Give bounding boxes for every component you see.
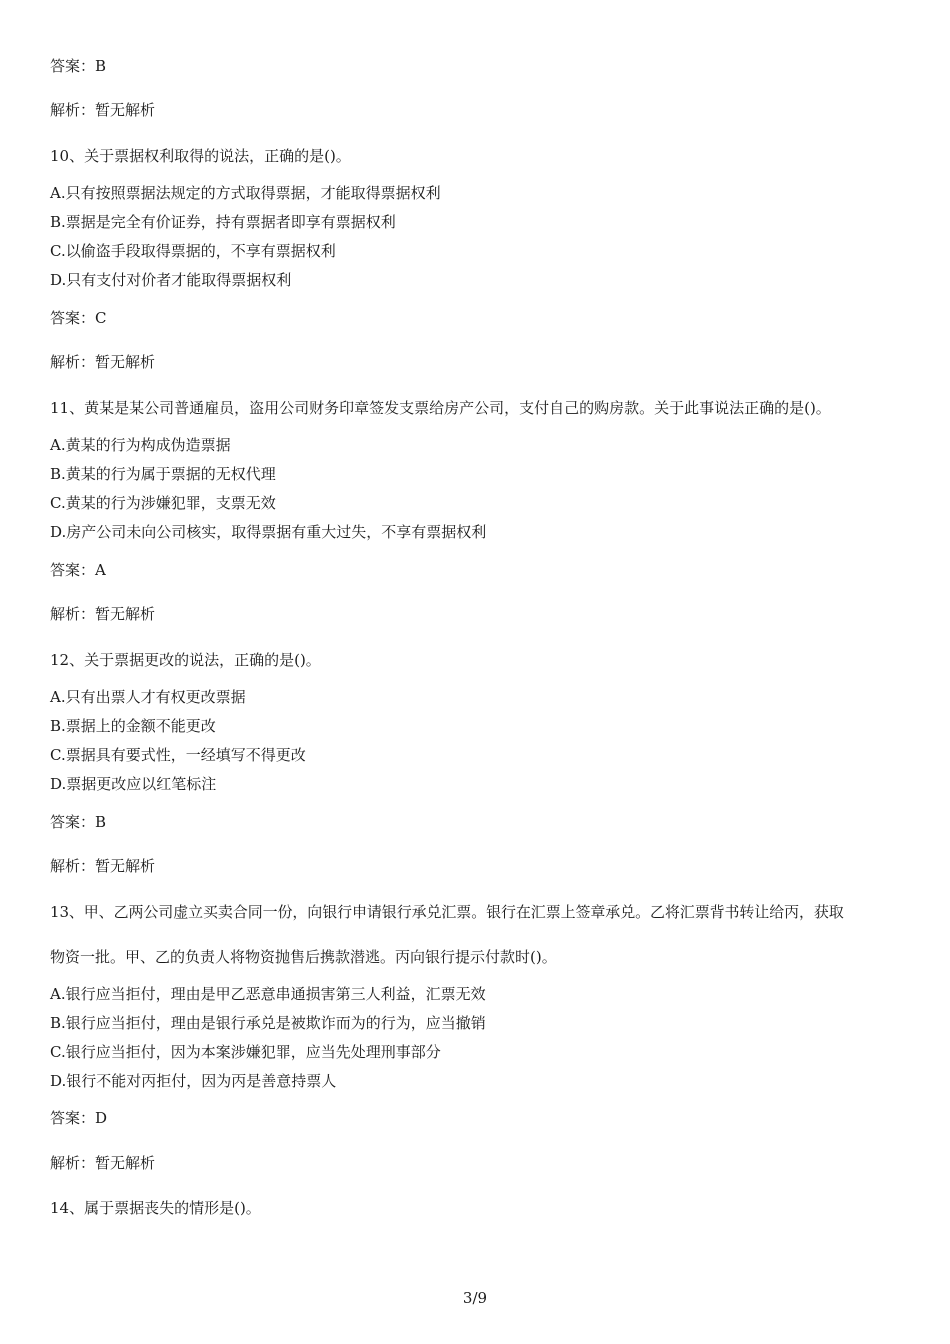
question-10-option-b: B.票据是完全有价证券，持有票据者即享有票据权利 (50, 213, 396, 231)
question-13-analysis: 解析：暂无解析 (50, 1154, 156, 1172)
question-10-option-c: C.以偷盗手段取得票据的，不享有票据权利 (50, 242, 336, 260)
question-13-text-line2: 物资一批。甲、乙的负责人将物资抛售后携款潜逃。丙向银行提示付款时()。 (50, 948, 557, 966)
question-13-option-a: A.银行应当拒付，理由是甲乙恶意串通损害第三人利益，汇票无效 (50, 985, 486, 1003)
question-10-text: 10、关于票据权利取得的说法，正确的是()。 (50, 147, 351, 165)
question-12-analysis: 解析：暂无解析 (50, 857, 156, 875)
question-10-analysis: 解析：暂无解析 (50, 353, 156, 371)
question-11-option-a: A.黄某的行为构成伪造票据 (50, 436, 231, 454)
question-12-text: 12、关于票据更改的说法，正确的是()。 (50, 651, 321, 669)
question-12-option-a: A.只有出票人才有权更改票据 (50, 688, 246, 706)
question-11-option-d: D.房产公司未向公司核实，取得票据有重大过失，不享有票据权利 (50, 523, 487, 541)
analysis-line: 解析：暂无解析 (50, 101, 156, 119)
answer-line: 答案：B (50, 57, 107, 75)
question-10-option-d: D.只有支付对价者才能取得票据权利 (50, 271, 292, 289)
question-11-option-c: C.黄某的行为涉嫌犯罪，支票无效 (50, 494, 276, 512)
question-10-option-a: A.只有按照票据法规定的方式取得票据，才能取得票据权利 (50, 184, 441, 202)
question-13-answer: 答案：D (50, 1109, 108, 1127)
question-11-analysis: 解析：暂无解析 (50, 605, 156, 623)
question-12-option-c: C.票据具有要式性，一经填写不得更改 (50, 746, 306, 764)
page-number: 3/9 (462, 1289, 488, 1307)
question-13-text-line1: 13、甲、乙两公司虚立买卖合同一份，向银行申请银行承兑汇票。银行在汇票上签章承兑。乙将汇票背书转让给丙，获取 (50, 903, 844, 921)
question-10-answer: 答案：C (50, 309, 107, 327)
question-12-option-d: D.票据更改应以红笔标注 (50, 775, 217, 793)
question-11-answer: 答案：A (50, 561, 106, 579)
question-14-text: 14、属于票据丧失的情形是()。 (50, 1199, 261, 1217)
question-12-option-b: B.票据上的金额不能更改 (50, 717, 216, 735)
question-13-option-c: C.银行应当拒付，因为本案涉嫌犯罪，应当先处理刑事部分 (50, 1043, 441, 1061)
question-13-option-d: D.银行不能对丙拒付，因为丙是善意持票人 (50, 1072, 337, 1090)
question-12-answer: 答案：B (50, 813, 107, 831)
question-13-option-b: B.银行应当拒付，理由是银行承兑是被欺诈而为的行为，应当撤销 (50, 1014, 486, 1032)
question-11-option-b: B.黄某的行为属于票据的无权代理 (50, 465, 276, 483)
question-11-text: 11、黄某是某公司普通雇员，盗用公司财务印章签发支票给房产公司，支付自己的购房款。关于此事说法正确的是()。 (50, 399, 831, 417)
